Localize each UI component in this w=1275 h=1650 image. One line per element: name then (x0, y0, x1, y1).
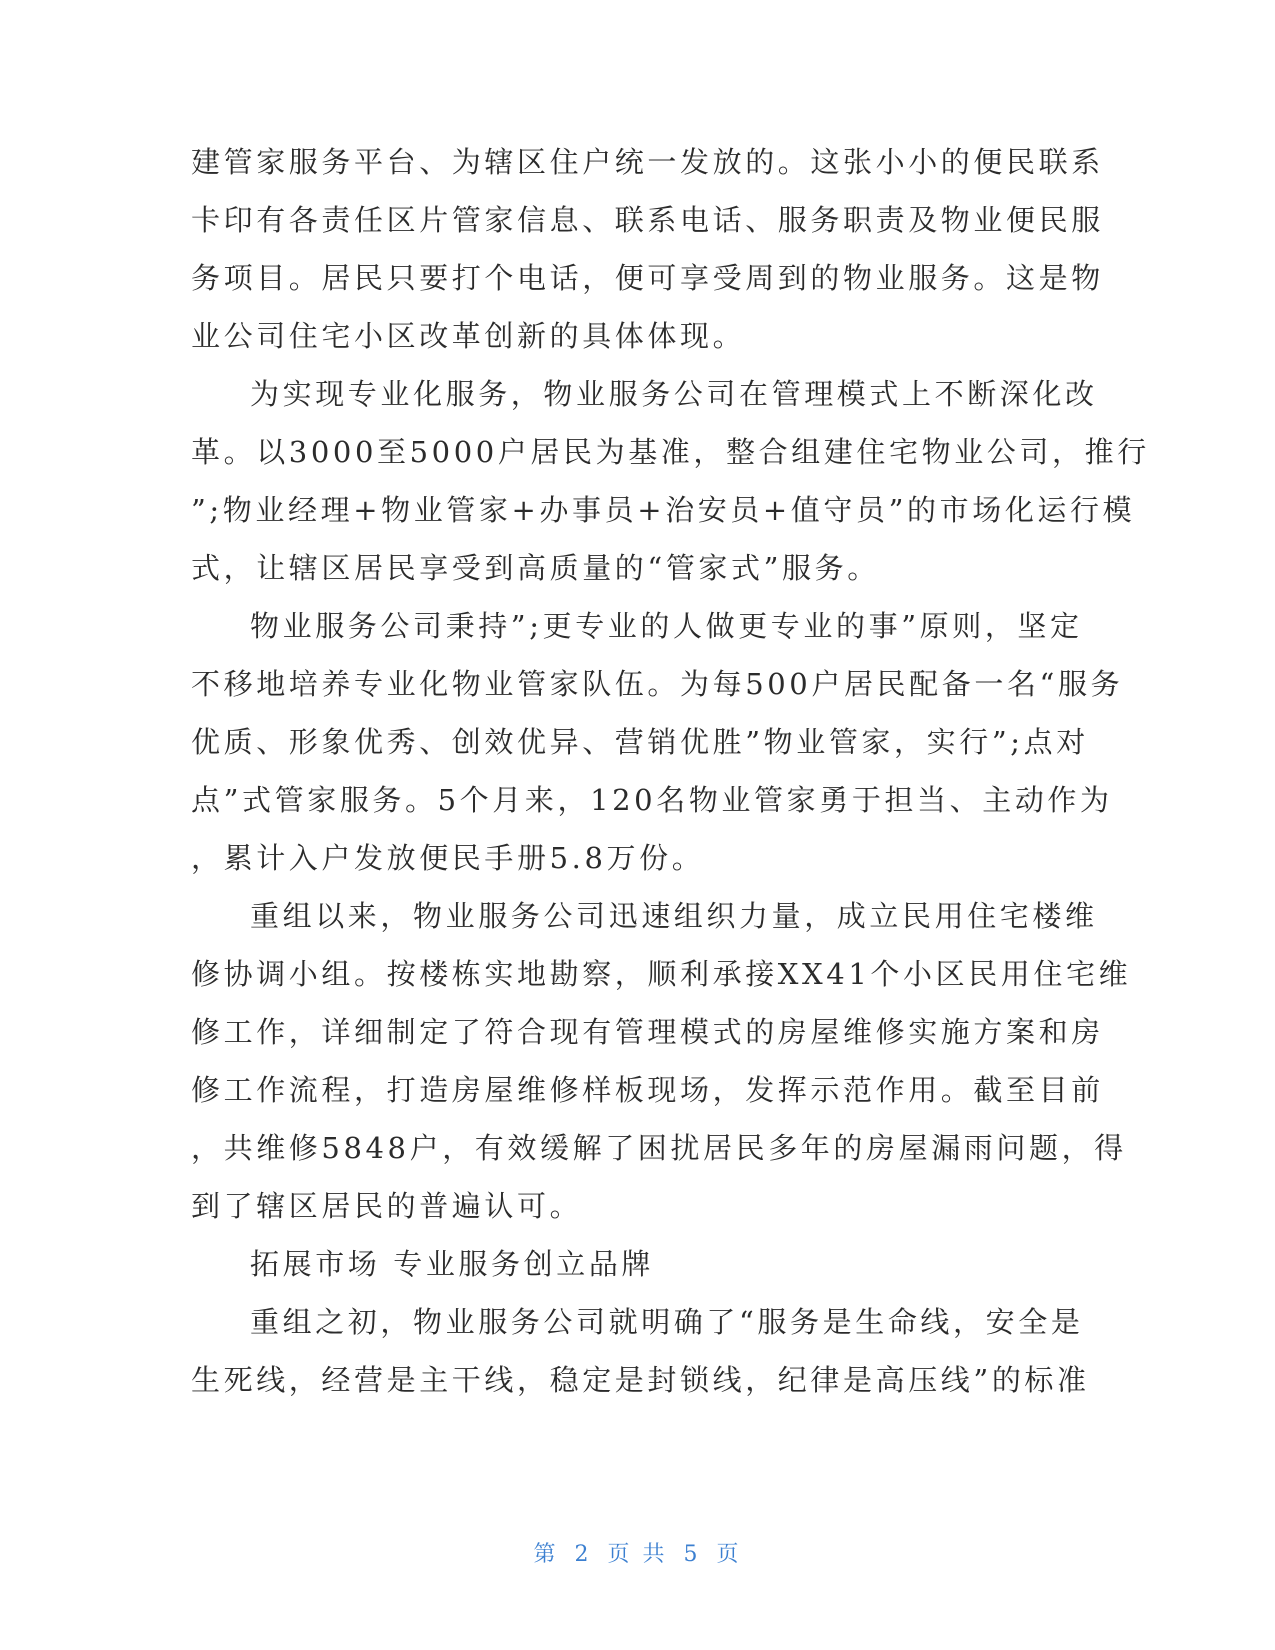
total-page-count: 5 (683, 1542, 701, 1567)
text-line: 不移地培养专业化物业管家队伍。为每500户居民配备一名“服务 (191, 667, 1124, 701)
text-line: 修工作流程，打造房屋维修样板现场，发挥示范作用。截至目前 (191, 1073, 1104, 1107)
text-line: 业公司住宅小区改革创新的具体体现。 (191, 319, 746, 353)
text-line: 务项目。居民只要打个电话，便可享受周到的物业服务。这是物 (191, 261, 1104, 295)
text-line: 点”式管家服务。5个月来，120名物业管家勇于担当、主动作为 (191, 783, 1113, 817)
text-line: ，共维修5848户，有效缓解了困扰居民多年的房屋漏雨问题，得 (191, 1131, 1127, 1165)
text-line: 建管家服务平台、为辖区住户统一发放的。这张小小的便民联系 (191, 145, 1104, 179)
text-line: 修工作，详细制定了符合现有管理模式的房屋维修实施方案和房 (191, 1015, 1104, 1049)
footer-suffix: 页 (716, 1542, 742, 1567)
text-line: 修协调小组。按楼栋实地勘察，顺利承接XX41个小区民用住宅维 (191, 957, 1132, 991)
paragraph-start-line: 重组以来，物业服务公司迅速组织力量，成立民用住宅楼维 (250, 899, 1098, 933)
text-line: 到了辖区居民的普遍认可。 (191, 1189, 583, 1223)
text-line: 革。以3000至5000户居民为基准，整合组建住宅物业公司，推行 (191, 435, 1150, 469)
text-line: 式，让辖区居民享受到高质量的“管家式”服务。 (191, 551, 880, 585)
paragraph-start-line: 重组之初，物业服务公司就明确了“服务是生命线，安全是 (250, 1305, 1084, 1339)
paragraph-start-line: 物业服务公司秉持”;更专业的人做更专业的事”原则，坚定 (250, 609, 1083, 643)
text-line: 生死线，经营是主干线，稳定是封锁线，纪律是高压线”的标准 (191, 1363, 1090, 1397)
section-heading: 拓展市场 专业服务创立品牌 (250, 1247, 655, 1281)
text-line: 优质、形象优秀、创效优异、营销优胜”物业管家，实行”;点对 (191, 725, 1089, 759)
footer-prefix: 第 (533, 1542, 559, 1567)
text-line: 卡印有各责任区片管家信息、联系电话、服务职责及物业便民服 (191, 203, 1104, 237)
text-line: ，累计入户发放便民手册5.8万份。 (191, 841, 705, 875)
paragraph-start-line: 为实现专业化服务，物业服务公司在管理模式上不断深化改 (250, 377, 1098, 411)
footer-middle: 页 共 (607, 1542, 668, 1567)
page-footer (0, 1540, 1275, 1570)
current-page-number: 2 (574, 1542, 592, 1567)
text-line: ”;物业经理+物业管家+办事员+治安员+值守员”的市场化运行模 (191, 493, 1136, 527)
